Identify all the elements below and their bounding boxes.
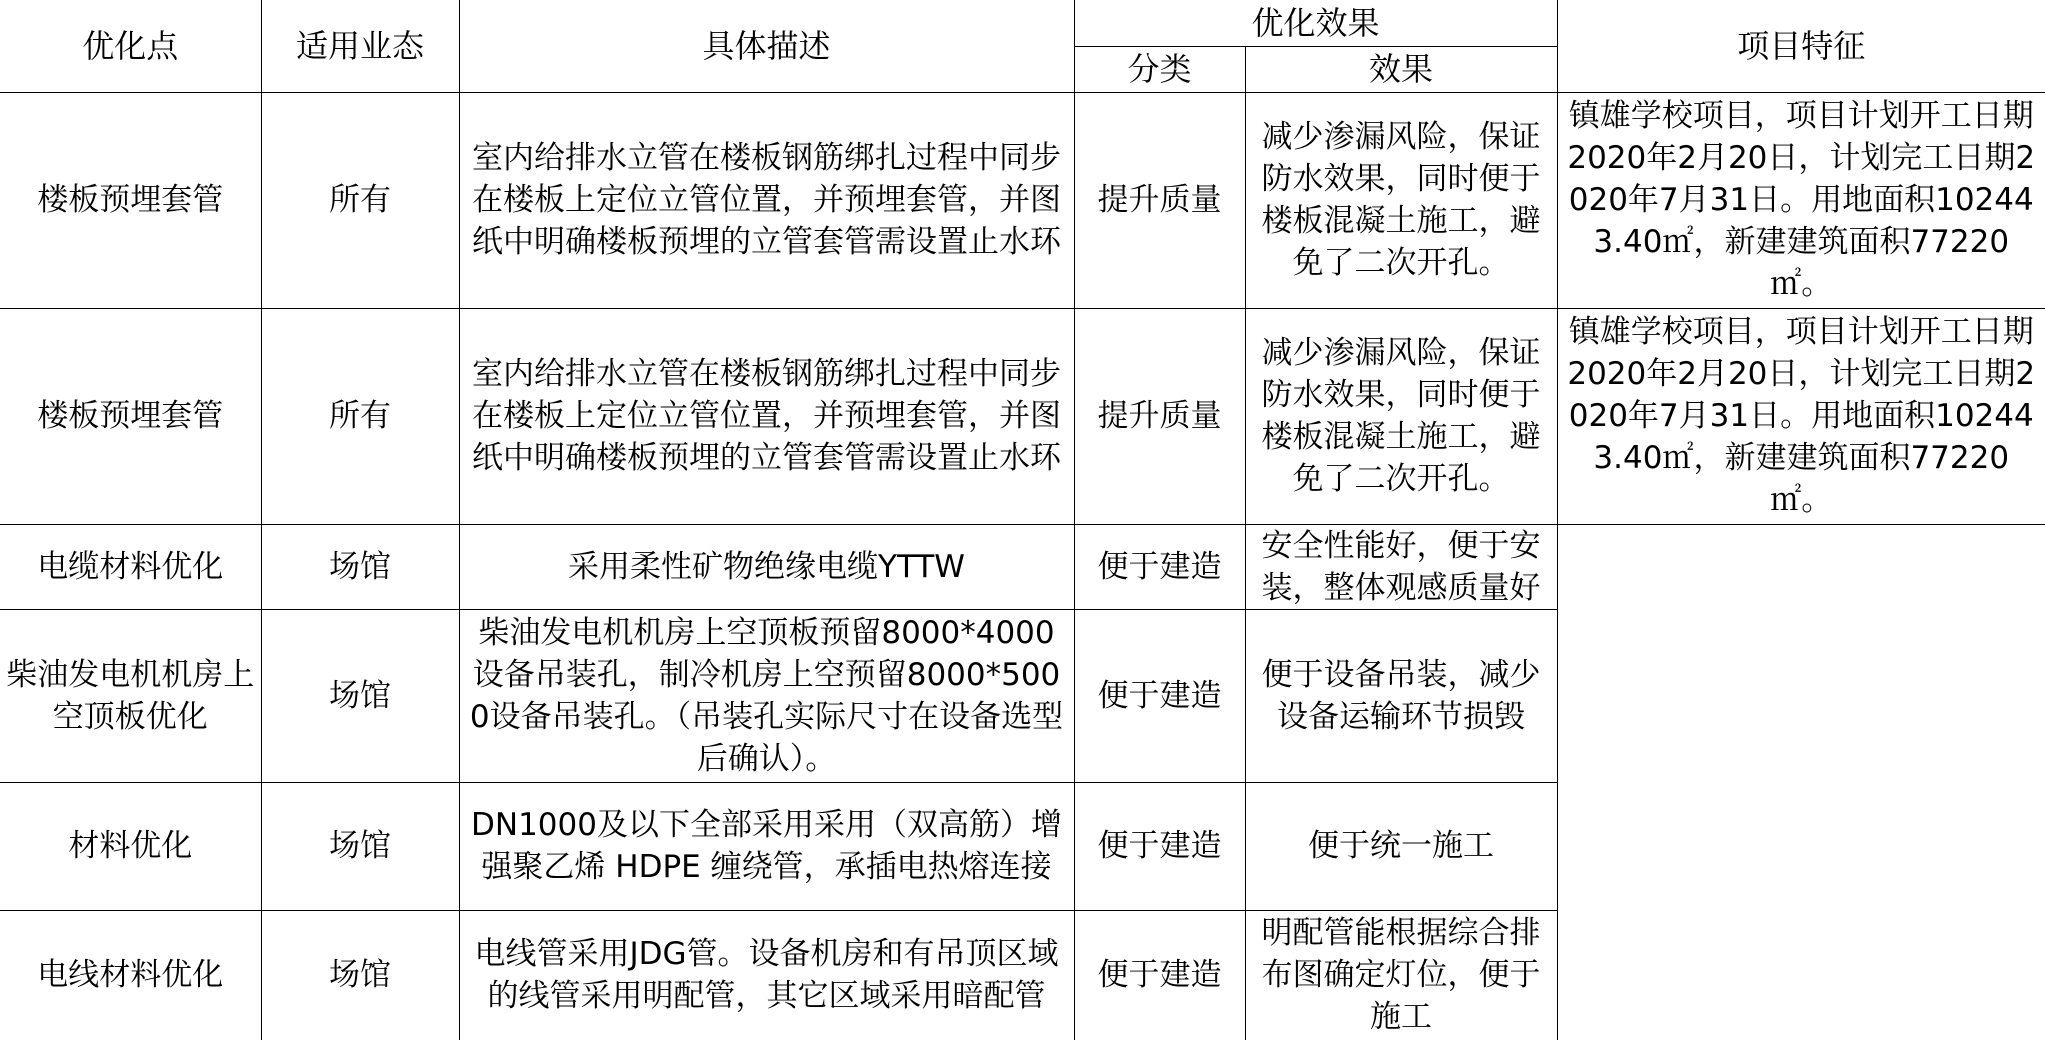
cell-effect: 便于统一施工 (1245, 782, 1557, 910)
cell-description: 采用柔性矿物绝缘电缆YTTW (459, 524, 1074, 609)
cell-business: 场馆 (261, 910, 459, 1040)
cell-category: 提升质量 (1074, 308, 1245, 524)
header-effect: 效果 (1245, 46, 1557, 92)
cell-effect: 减少渗漏风险，保证防水效果，同时便于楼板混凝土施工，避免了二次开孔。 (1245, 92, 1557, 308)
cell-point: 材料优化 (0, 782, 261, 910)
cell-category: 便于建造 (1074, 782, 1245, 910)
empty-feature-cell (1557, 524, 2045, 1040)
cell-point: 电缆材料优化 (0, 524, 261, 609)
cell-point: 楼板预埋套管 (0, 308, 261, 524)
cell-effect: 明配管能根据综合排布图确定灯位，便于施工 (1245, 910, 1557, 1040)
table-row (0, 92, 2045, 308)
header-category: 分类 (1074, 46, 1245, 92)
cell-category: 提升质量 (1074, 92, 1245, 308)
cell-feature: 镇雄学校项目，项目计划开工日期2020年2月20日，计划完工日期2020年7月31日。用地面积102443.40㎡，新建建筑面积77220㎡。 (1557, 308, 2045, 524)
cell-business: 所有 (261, 92, 459, 308)
cell-business: 场馆 (261, 609, 459, 782)
cell-category: 便于建造 (1074, 910, 1245, 1040)
cell-point: 楼板预埋套管 (0, 92, 261, 308)
header-description: 具体描述 (459, 0, 1074, 92)
cell-description: 柴油发电机机房上空顶板预留8000*4000设备吊装孔，制冷机房上空预留8000*5000设备吊装孔。（吊装孔实际尺寸在设备选型后确认）。 (459, 609, 1074, 782)
cell-effect: 便于设备吊装，减少设备运输环节损毁 (1245, 609, 1557, 782)
cell-category: 便于建造 (1074, 524, 1245, 609)
cell-business: 场馆 (261, 782, 459, 910)
cell-point: 电线材料优化 (0, 910, 261, 1040)
header-applicable-business: 适用业态 (261, 0, 459, 92)
cell-description: DN1000及以下全部采用采用（双高筋）增强聚乙烯 HDPE 缠绕管，承插电热熔连接 (459, 782, 1074, 910)
cell-description: 电线管采用JDG管。设备机房和有吊顶区域的线管采用明配管，其它区域采用暗配管 (459, 910, 1074, 1040)
table-row (0, 308, 2045, 524)
cell-description: 室内给排水立管在楼板钢筋绑扎过程中同步在楼板上定位立管位置，并预埋套管，并图纸中明确楼板预埋的立管套管需设置止水环 (459, 92, 1074, 308)
cell-business: 所有 (261, 308, 459, 524)
header-project-feature: 项目特征 (1557, 0, 2045, 92)
cell-business: 场馆 (261, 524, 459, 609)
cell-effect: 减少渗漏风险，保证防水效果，同时便于楼板混凝土施工，避免了二次开孔。 (1245, 308, 1557, 524)
cell-description: 室内给排水立管在楼板钢筋绑扎过程中同步在楼板上定位立管位置，并预埋套管，并图纸中明确楼板预埋的立管套管需设置止水环 (459, 308, 1074, 524)
cell-point: 柴油发电机机房上空顶板优化 (0, 609, 261, 782)
cell-category: 便于建造 (1074, 609, 1245, 782)
cell-effect: 安全性能好，便于安装，整体观感质量好 (1245, 524, 1557, 609)
cell-feature: 镇雄学校项目，项目计划开工日期2020年2月20日，计划完工日期2020年7月31日。用地面积102443.40㎡，新建建筑面积77220㎡。 (1557, 92, 2045, 308)
header-optimization-effect: 优化效果 (1074, 0, 1557, 46)
table-row (0, 524, 2045, 609)
header-optimization-point: 优化点 (0, 0, 261, 92)
